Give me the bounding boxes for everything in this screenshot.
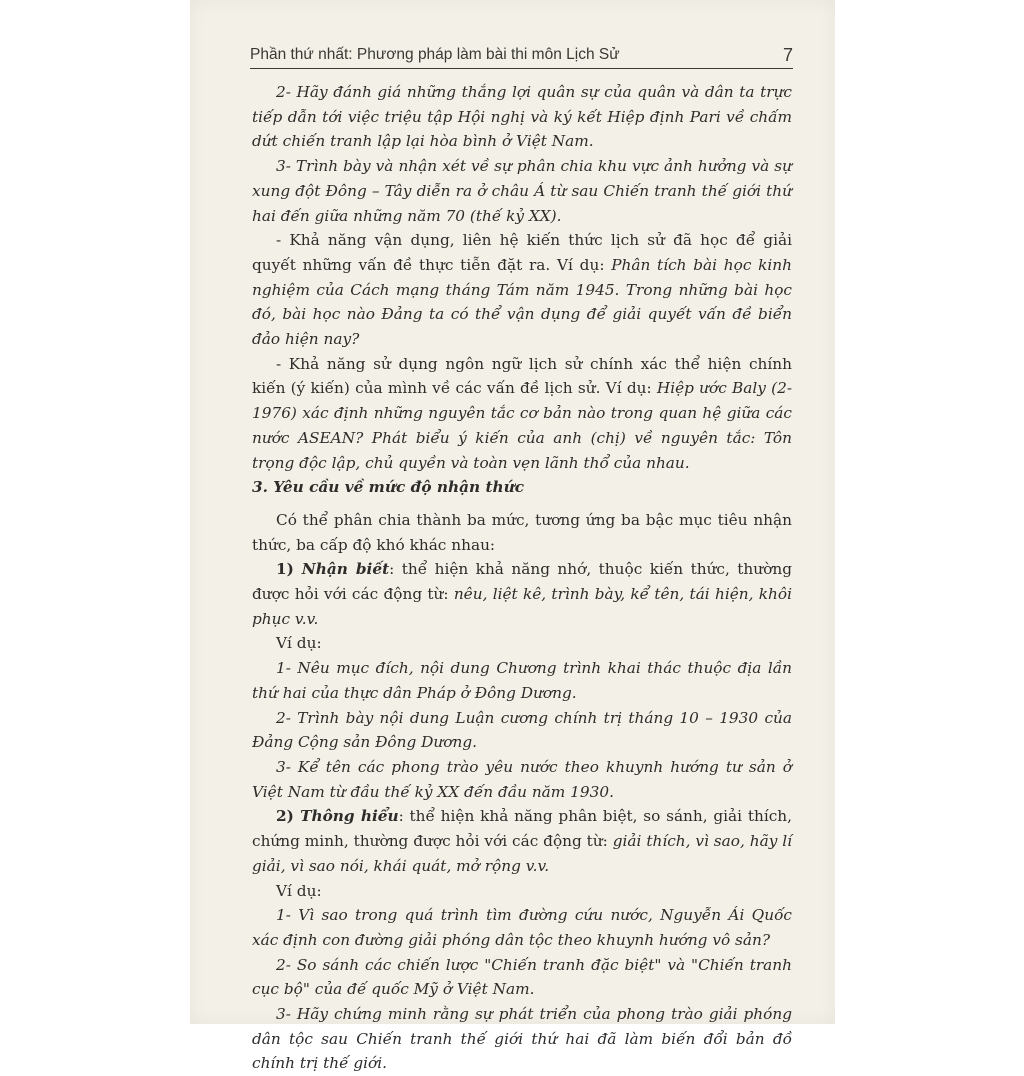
book-page (190, 0, 835, 1073)
paragraph-skill-language (252, 352, 792, 476)
paragraph-question-3: 3- Trình bày và nhận xét về sự phân chia khu vực ảnh hưởng và sự xung đột Đông – Tây diễn ra ở châu Á từ sau Chiến tranh thế giới thứ hai đến giữa những năm 70 (thế kỷ XX). (252, 157, 792, 225)
paragraph-skill-application (252, 228, 792, 352)
level-1-description: : thể hiện khả năng nhớ, thuộc kiến thức, thường được hỏi với các động từ: (252, 560, 792, 604)
level-2-example-3: 3- Hãy chứng minh rằng sự phát triển của phong trào giải phóng dân tộc sau Chiến tranh thế giới thứ hai đã làm biến đổi bản đồ chính trị thế giới. (252, 1005, 792, 1073)
example-label-1: Ví dụ: (276, 634, 322, 653)
level-2-term: Thông hiểu (300, 807, 399, 826)
skill-language-example: Hiệp ước Baly (2-1976) xác định những nguyên tắc cơ bản nào trong quan hệ giữa các nước ASEAN? Phát biểu ý kiến của anh (chị) về nguyên tắc: Tôn trọng độc lập, chủ quyền và toàn vẹn lãnh thổ của nhau. (252, 379, 792, 472)
level-1-term: Nhận biết (301, 560, 390, 579)
level-1-verbs: nêu, liệt kê, trình bày, kể tên, tái hiện, khôi phục v.v. (252, 585, 792, 628)
skill-application-example: Phân tích bài học kinh nghiệm của Cách mạng tháng Tám năm 1945. Trong những bài học đó, bài học nào Đảng ta có thể vận dụng để giải quyết vấn đề biển đảo hiện nay? (252, 255, 792, 349)
level-2-example-2: 2- So sánh các chiến lược "Chiến tranh đặc biệt" và "Chiến tranh cục bộ" của đế quốc Mỹ ở Việt Nam. (252, 955, 792, 999)
paragraph-level-1 (252, 557, 792, 631)
paragraph-levels-intro: Có thể phân chia thành ba mức, tương ứng ba bậc mục tiêu nhận thức, ba cấp độ khó khác nhau: (252, 510, 792, 554)
section-heading: 3. Yêu cầu về mức độ nhận thức (252, 478, 525, 497)
header-title: Phần thứ nhất: Phương pháp làm bài thi môn Lịch Sử (250, 46, 620, 63)
skill-application-text: - Khả năng vận dụng, liên hệ kiến thức lịch sử đã học để giải quyết những vấn đề thực tiễn đặt ra. Ví dụ: (252, 231, 792, 274)
page-body (252, 80, 792, 1076)
level-1-example-3: 3- Kể tên các phong trào yêu nước theo khuynh hướng tư sản ở Việt Nam từ đầu thế kỷ XX đến đầu năm 1930. (252, 757, 792, 801)
level-1-number: 1) (276, 560, 302, 579)
paragraph-question-2: 2- Hãy đánh giá những thắng lợi quân sự của quân và dân ta trực tiếp dẫn tới việc triệu tập Hội nghị và ký kết Hiệp định Pari về chấm dứt chiến tranh lập lại hòa bình ở Việt Nam. (252, 83, 792, 151)
paragraph-level-2 (252, 804, 792, 878)
level-2-description: : thể hiện khả năng phân biệt, so sánh, giải thích, chứng minh, thường được hỏi với các động từ: (252, 807, 792, 851)
level-1-example-2: 2- Trình bày nội dung Luận cương chính trị tháng 10 – 1930 của Đảng Cộng sản Đông Dương. (252, 708, 792, 752)
level-2-example-1: 1- Vì sao trong quá trình tìm đường cứu nước, Nguyễn Ái Quốc xác định con đường giải phóng dân tộc theo khuynh hướng vô sản? (252, 906, 792, 949)
level-2-verbs: giải thích, vì sao, hãy lí giải, vì sao nói, khái quát, mở rộng v.v. (252, 832, 793, 875)
page-number: 7 (782, 45, 793, 65)
example-label-2: Ví dụ: (276, 881, 322, 900)
level-1-example-1: 1- Nêu mục đích, nội dung Chương trình khai thác thuộc địa lần thứ hai của thực dân Pháp ở Đông Dương. (252, 659, 792, 702)
running-header (250, 44, 793, 69)
level-2-number: 2) (276, 807, 301, 826)
skill-language-text: - Khả năng sử dụng ngôn ngữ lịch sử chính xác thể hiện chính kiến (ý kiến) của mình về các vấn đề lịch sử. Ví dụ: (252, 354, 792, 398)
